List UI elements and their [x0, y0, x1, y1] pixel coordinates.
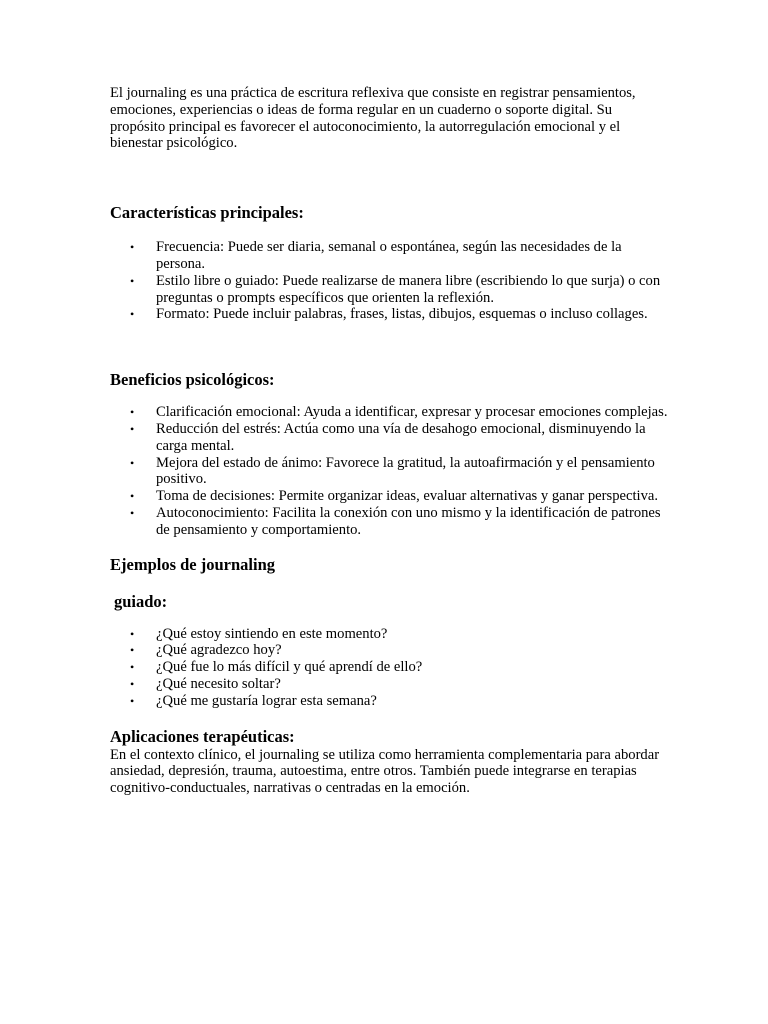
list-item [110, 404, 670, 421]
bullet-icon: • [130, 626, 135, 641]
list-item [110, 676, 670, 693]
beneficios-list [110, 404, 670, 538]
bullet-icon: • [130, 455, 135, 470]
list-item-text: Clarificación emocional: Ayuda a identificar, expresar y procesar emociones complejas. [156, 404, 668, 421]
bullet-icon: • [130, 307, 135, 322]
list-item [110, 626, 670, 643]
list-item [110, 693, 670, 710]
list-item-text: Toma de decisiones: Permite organizar ideas, evaluar alternativas y ganar perspectiva. [156, 488, 658, 505]
bullet-icon: • [130, 676, 135, 691]
list-item-text: ¿Qué agradezco hoy? [156, 642, 282, 659]
list-item [110, 505, 670, 539]
heading-aplicaciones: Aplicaciones terapéuticas: [110, 726, 295, 746]
ejemplos-list [110, 626, 670, 710]
list-item-text: Frecuencia: Puede ser diaria, semanal o espontánea, según las necesidades de la persona. [156, 239, 622, 272]
list-item-text: ¿Qué fue lo más difícil y qué aprendí de ello? [156, 659, 423, 676]
bullet-icon: • [130, 405, 135, 420]
list-item-text: ¿Qué estoy sintiendo en este momento? [156, 625, 388, 642]
document-page [110, 85, 670, 797]
bullet-icon: • [130, 660, 135, 675]
list-item [110, 488, 670, 505]
heading-ejemplos: Ejemplos de journaling [110, 554, 276, 574]
list-item-text: ¿Qué necesito soltar? [156, 675, 281, 692]
bullet-icon: • [130, 643, 135, 658]
list-item [110, 421, 670, 455]
bullet-icon: • [130, 693, 135, 708]
list-item [110, 239, 670, 273]
list-item-text: Formato: Puede incluir palabras, frases, listas, dibujos, esquemas o incluso collages. [156, 306, 648, 323]
heading-beneficios: Beneficios psicológicos: [110, 370, 275, 390]
list-item [110, 659, 670, 676]
bullet-icon: • [130, 489, 135, 504]
caracteristicas-list [110, 239, 670, 323]
bullet-icon: • [130, 273, 135, 288]
intro-paragraph: El journaling es una práctica de escritura reflexiva que consiste en registrar pensamientos, emociones, experiencias o ideas de forma regular en un cuaderno o soporte digital. Su propósito principal es favorecer el autoconocimiento, la autorregulación emocional y el bienestar psicológico. [110, 85, 636, 152]
bullet-icon: • [130, 240, 135, 255]
list-item [110, 642, 670, 659]
list-item-text: Estilo libre o guiado: Puede realizarse de manera libre (escribiendo lo que surja) o con preguntas o prompts específicos que orienten la reflexión. [156, 272, 661, 306]
list-item-text: Autoconocimiento: Facilita la conexión con uno mismo y la identificación de patrones de pensamiento y comportamiento. [156, 504, 661, 538]
list-item-text: Reducción del estrés: Actúa como una vía de desahogo emocional, disminuyendo la carga mental. [156, 420, 646, 454]
list-item [110, 306, 670, 323]
closing-paragraph: En el contexto clínico, el journaling se utiliza como herramienta complementaria para abordar ansiedad, depresión, trauma, autoestima, entre otros. También puede integrarse en terapias cognitivo-conductuales, narrativas o centradas en la emoción. [110, 746, 660, 797]
bullet-icon: • [130, 421, 135, 436]
list-item-text: ¿Qué me gustaría lograr esta semana? [156, 692, 377, 709]
heading-caracteristicas: Características principales: [110, 203, 304, 223]
list-item [110, 273, 670, 307]
list-item-text: Mejora del estado de ánimo: Favorece la gratitud, la autoafirmación y el pensamiento positivo. [156, 454, 655, 488]
bullet-icon: • [130, 505, 135, 520]
subheading-guiado: guiado: [114, 591, 168, 611]
list-item [110, 455, 670, 489]
